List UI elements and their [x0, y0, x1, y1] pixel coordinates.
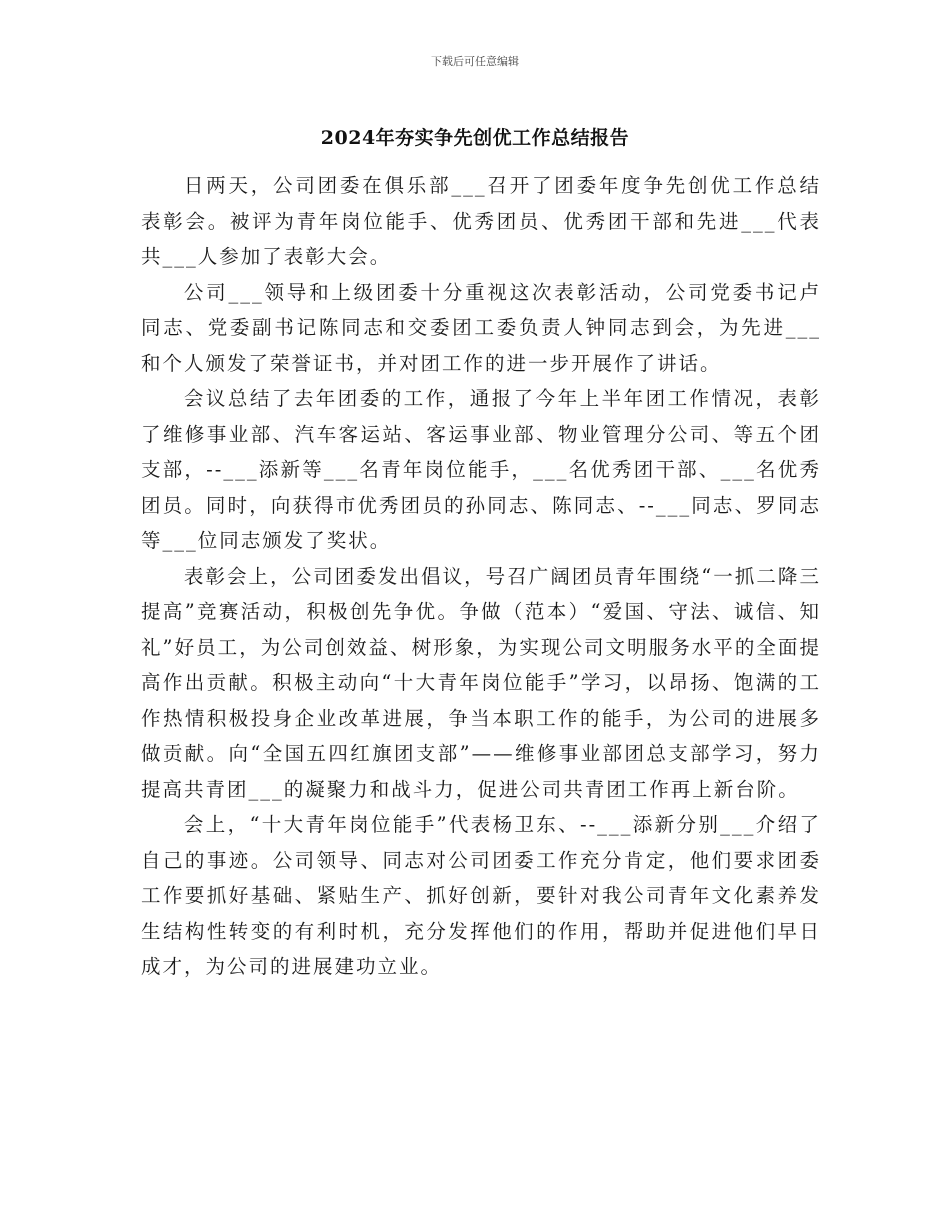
header-note: 下载后可任意编辑 — [431, 55, 519, 68]
paragraph-5: 会上，“十大青年岗位能手”代表杨卫东、--___添新分别___介绍了自己的事迹。公司领导、同志对公司团委工作充分肯定，他们要求团委工作要抓好基础、紧贴生产、抓好创新，要针对我公司青年文化素养发生结构性转变的有利时机，充分发挥他们的作用，帮助并促进他们早日成才，为公司的进展建功立业。 — [141, 813, 821, 978]
paragraph-2: 公司___领导和上级团委十分重视这次表彰活动，公司党委书记卢同志、党委副书记陈同志和交委团工委负责人钟同志到会，为先进___和个人颁发了荣誉证书，并对团工作的进一步开展作了讲话。 — [141, 280, 821, 375]
document-title: 2024年夯实争先创优工作总结报告 — [320, 127, 630, 149]
document-body — [141, 168, 821, 985]
paragraph-4: 表彰会上，公司团委发出倡议，号召广阔团员青年围绕“一抓二降三提高”竞赛活动，积极创先争优。争做（范本）“爱国、守法、诚信、知礼”好员工，为公司创效益、树形象，为实现公司文明服务水平的全面提高作出贡献。积极主动向“十大青年岗位能手”学习，以昂扬、饱满的工作热情积极投身企业改革进展，争当本职工作的能手，为公司的进展多做贡献。向“全国五四红旗团支部”——维修事业部团总支部学习，努力提高共青团___的凝聚力和战斗力，促进公司共青团工作再上新台阶。 — [141, 564, 821, 801]
paragraph-3: 会议总结了去年团委的工作，通报了今年上半年团工作情况，表彰了维修事业部、汽车客运站、客运事业部、物业管理分公司、等五个团支部，--___添新等___名青年岗位能手，___名优秀团干部、___名优秀团员。同时，向获得市优秀团员的孙同志、陈同志、--___同志、罗同志等___位同志颁发了奖状。 — [141, 387, 821, 552]
paragraph-1: 日两天，公司团委在俱乐部___召开了团委年度争先创优工作总结表彰会。被评为青年岗位能手、优秀团员、优秀团干部和先进___代表共___人参加了表彰大会。 — [141, 174, 821, 268]
